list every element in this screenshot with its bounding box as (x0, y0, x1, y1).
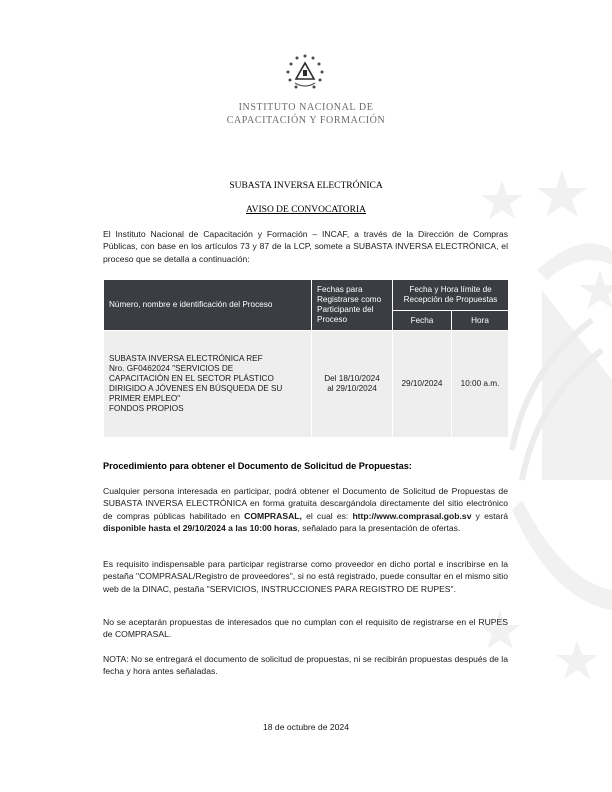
registration-cell (312, 331, 393, 438)
process-table (103, 279, 509, 438)
registration-line: al 29/10/2024 (327, 384, 377, 393)
p1-text: , señalado para la presentación de ofertas. (297, 523, 461, 534)
process-line: CAPACITACIÓN EN EL SECTOR PLÁSTICO (109, 374, 274, 383)
subheader-hora: Hora (452, 311, 509, 331)
institution-name-line2: CAPACITACIÓN Y FORMACIÓN (226, 115, 386, 126)
coat-of-arms-logo-icon (284, 52, 326, 94)
procedure-paragraph-3: No se aceptarán propuestas de interesados que no cumplan con el requisito de registrarse en el RUPES de COMPRASAL. (103, 617, 508, 640)
document-date: 18 de octubre de 2024 (262, 722, 349, 732)
process-line: PRIMER EMPLEO" (109, 394, 181, 403)
p1-bold: disponible hasta el 29/10/2024 a las 10:00 horas (103, 523, 298, 534)
process-line: DIRIGIDO A JÓVENES EN BÚSQUEDA DE SU (109, 384, 283, 393)
comprasal-link[interactable]: http://www.comprasal.gob.sv (352, 510, 472, 521)
deadline-time-cell: 10:00 a.m. (452, 331, 509, 438)
col-header-deadline: Fecha y Hora límite de Recepción de Propuestas (393, 280, 509, 311)
procedure-heading: Procedimiento para obtener el Documento de Solicitud de Propuestas: (103, 461, 412, 471)
procedure-paragraph-1 (103, 485, 508, 535)
procedure-paragraph-4: NOTA: No se entregará el documento de solicitud de propuestas, ni se recibirán propuestas después de la fecha y hora antes señaladas. (103, 654, 508, 677)
process-line: Nro. GF0462024 "SERVICIOS DE (109, 364, 234, 373)
p1-text: el cual es: (301, 510, 353, 521)
registration-line: Del 18/10/2024 (324, 374, 380, 383)
deadline-date-cell: 29/10/2024 (393, 331, 452, 438)
intro-paragraph: El Instituto Nacional de Capacitación y Formación – INCAF, a través de la Dirección de Compras Públicas, con base en los artículos 73 y 87 de la LCP, somete a SUBASTA INVERSA ELECTRÓNICA, el proceso que se detalla a continuación: (103, 229, 508, 264)
p1-bold: COMPRASAL, (244, 510, 302, 521)
document-subtitle: AVISO DE CONVOCATORIA (246, 205, 366, 215)
institution-name-line1: INSTITUTO NACIONAL DE (238, 102, 374, 113)
procedure-paragraph-2: Es requisito indispensable para participar registrarse como proveedor en dicho portal e inscribirse en la pestaña "COMPRASAL/Registro de proveedores", si no está registrado, puede consultar en el mismo sitio web de la DINAC, pestaña "SERVICIOS, INSTRUCCIONES PARA REGISTRO DE RUPES". (103, 559, 508, 594)
p1-text: y estará (471, 510, 508, 521)
col-header-registration: Fechas para Registrarse como Participante del Proceso (312, 280, 393, 331)
col-header-process: Número, nombre e identificación del Proceso (104, 280, 312, 331)
document-title: SUBASTA INVERSA ELECTRÓNICA (229, 181, 383, 191)
table-row (104, 331, 509, 438)
p1-text: Cualquier persona interesada en participar, podrá obtener el Documento de Solicitud de Propuestas de SUBASTA INVERSA ELECTRÓNICA en forma gratuita descargándola directamente del sitio electrónico de compras públicas habilitado en (103, 486, 508, 521)
process-cell (104, 331, 312, 438)
process-line: SUBASTA INVERSA ELECTRÓNICA REF (109, 354, 263, 363)
process-line: FONDOS PROPIOS (109, 404, 184, 413)
subheader-fecha: Fecha (393, 311, 452, 331)
